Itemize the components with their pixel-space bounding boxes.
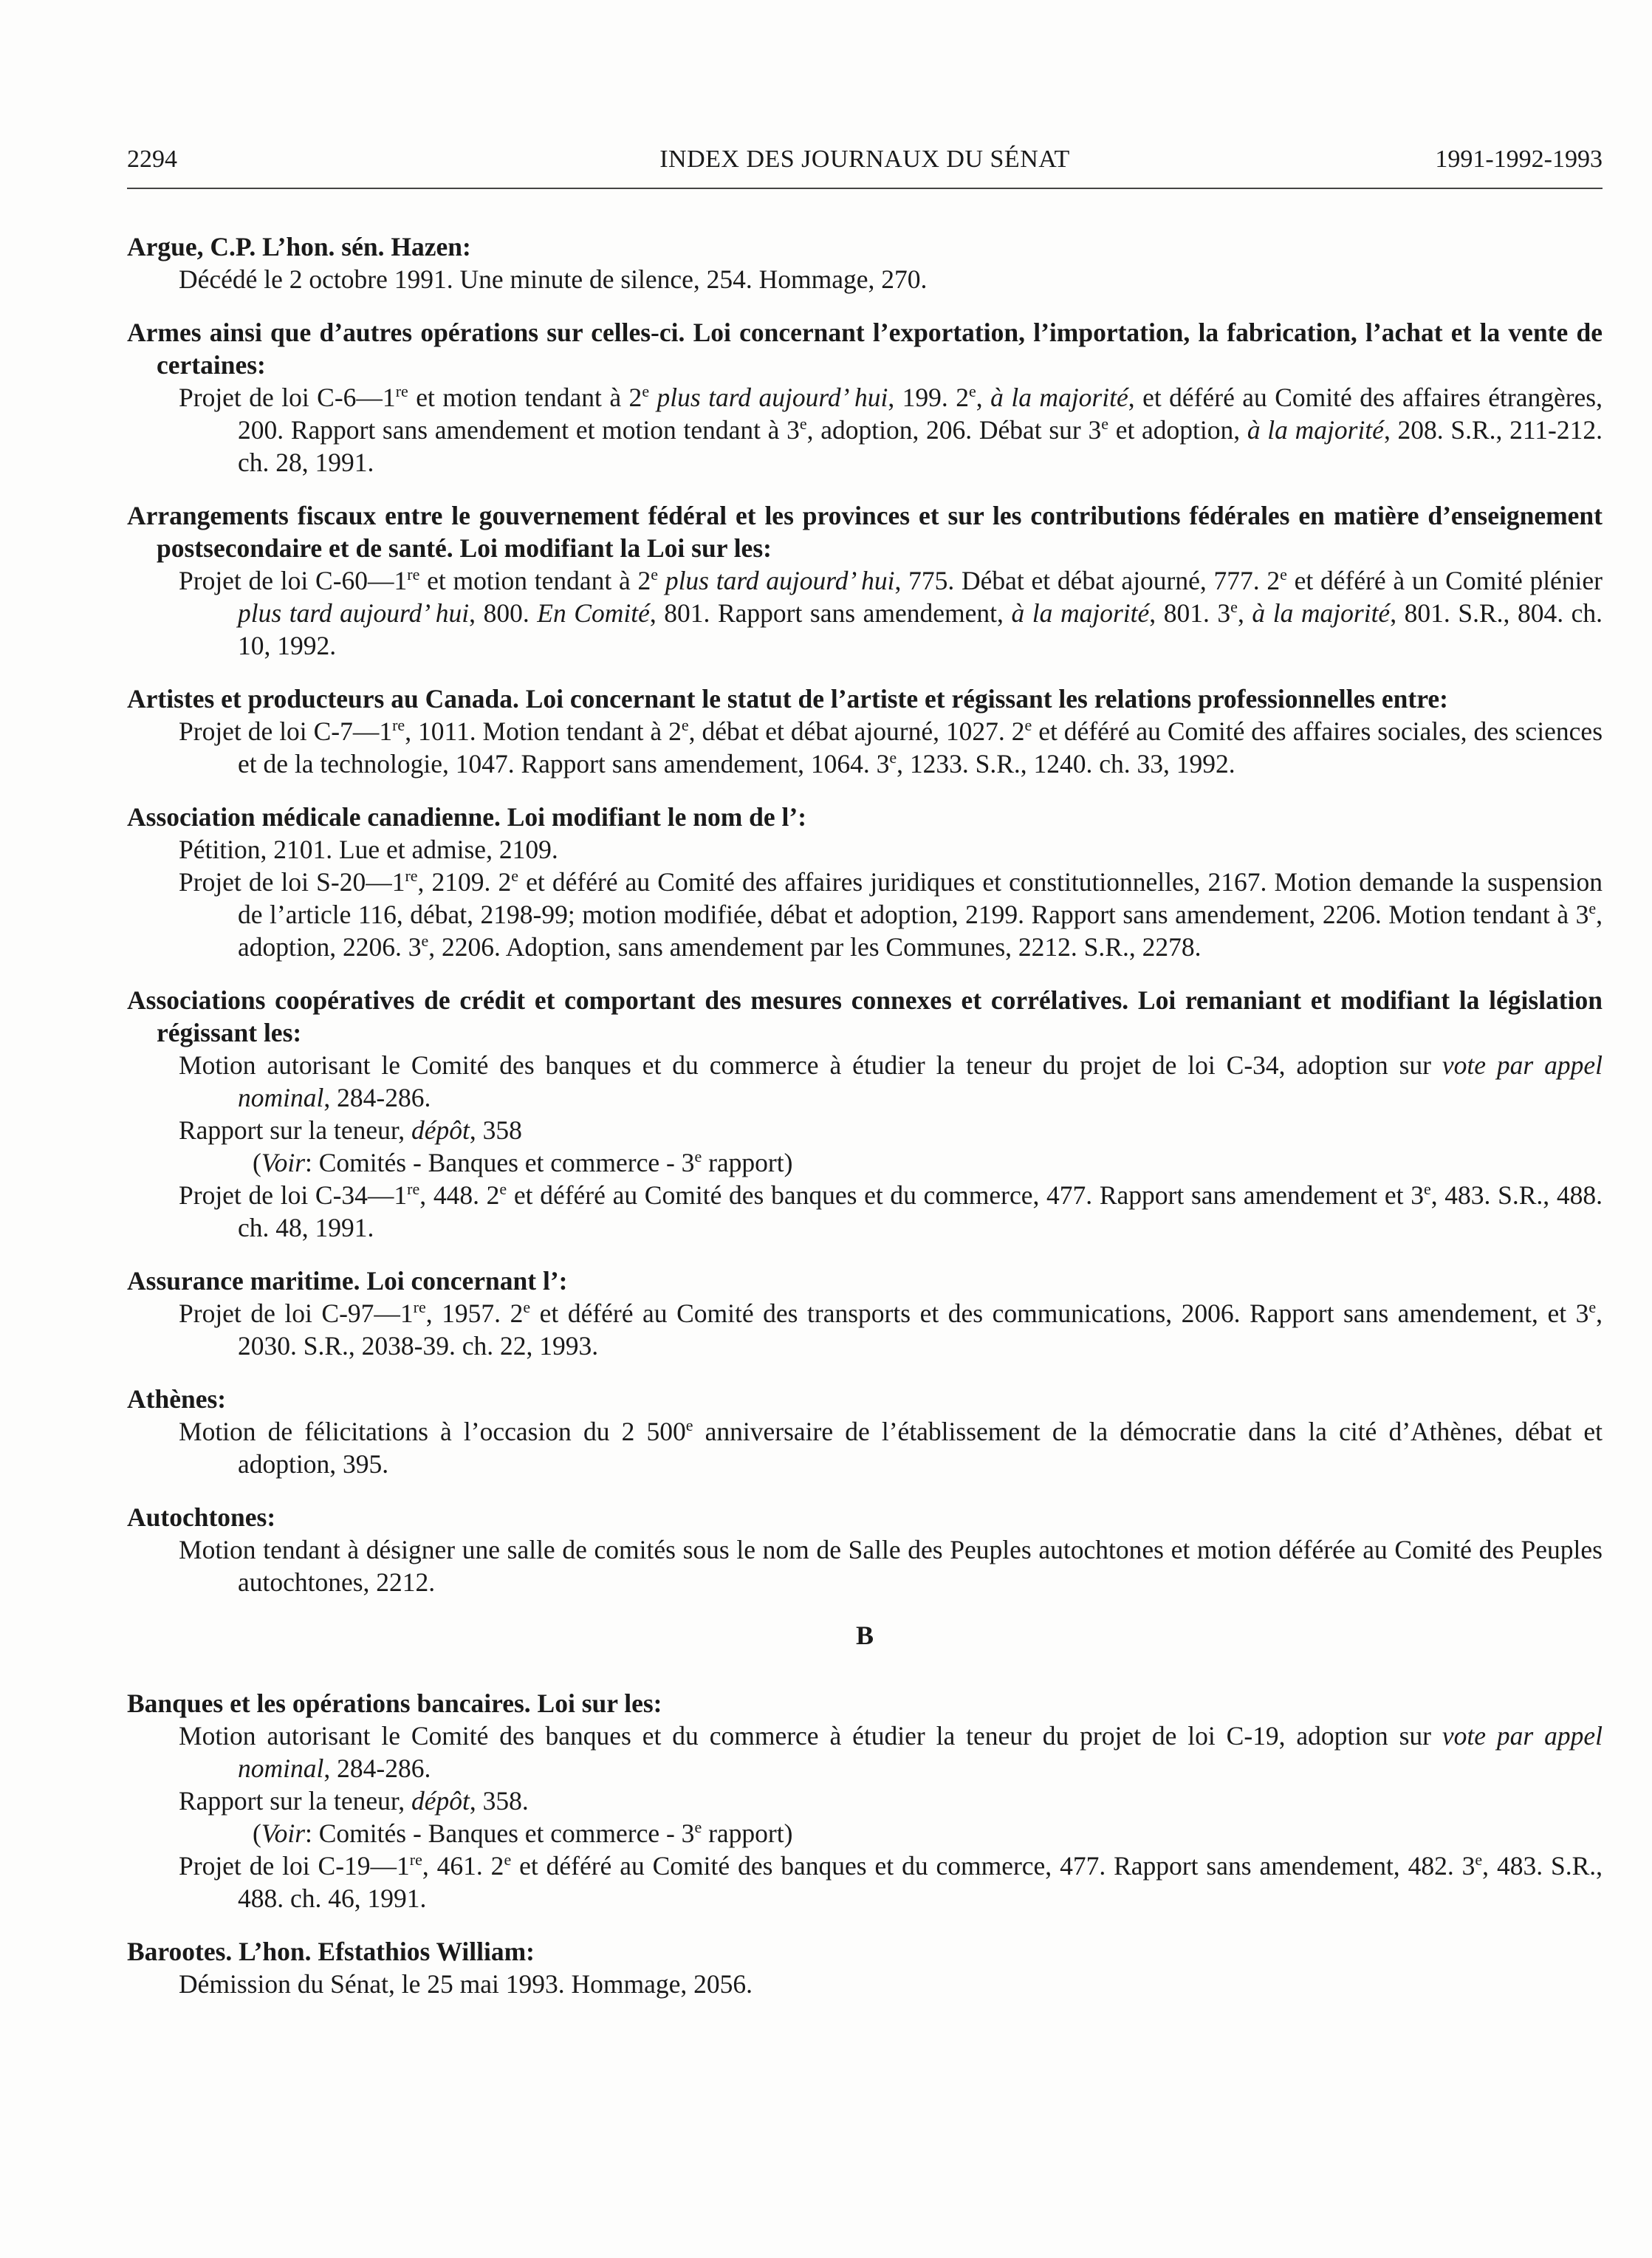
entry-heading: Autochtones: [127, 1502, 276, 1532]
index-entry [127, 984, 1603, 1244]
entry-heading: Argue, C.P. L’hon. sén. Hazen: [127, 232, 471, 261]
entry-heading: Associations coopératives de crédit et comportant des mesures connexes et corrélatives. Loi remaniant et modifiant la législation régissant les: [127, 985, 1603, 1047]
entry-line: Motion tendant à désigner une salle de comités sous le nom de Salle des Peuples autochtones et motion déférée au Comité des Peuples autochtones, 2212. [179, 1535, 1603, 1597]
year-range: 1991-1992-1993 [1435, 146, 1603, 173]
cross-reference: (Voir: Comités - Banques et commerce - 3e rapport) [253, 1818, 793, 1848]
entry-heading: Barootes. L’hon. Efstathios William: [127, 1937, 535, 1966]
entry-heading: Association médicale canadienne. Loi modifiant le nom de l’: [127, 802, 807, 832]
running-title: INDEX DES JOURNAUX DU SÉNAT [659, 146, 1070, 173]
index-entry [127, 1687, 1603, 1915]
entry-line: Projet de loi S-20—1re, 2109. 2e et déféré au Comité des affaires juridiques et constitutionnelles, 2167. Motion demande la suspension de l’article 116, débat, 2198-99; motion modifiée, débat et adoption, 2199. Rapport sans amendement, 2206. Motion tendant à 3e, adoption, 2206. 3e, 2206. Adoption, sans amendement par les Communes, 2212. S.R., 2278. [179, 866, 1603, 962]
entry-heading: Assurance maritime. Loi concernant l’: [127, 1266, 568, 1296]
index-entry [127, 1383, 1603, 1480]
entry-line: Rapport sur la teneur, dépôt, 358. [179, 1786, 529, 1816]
index-body [127, 230, 1603, 2021]
entry-line: Démission du Sénat, le 25 mai 1993. Hommage, 2056. [179, 1969, 753, 1999]
cross-reference: (Voir: Comités - Banques et commerce - 3e rapport) [253, 1147, 793, 1177]
entry-line: Projet de loi C-60—1re et motion tendant à 2e plus tard aujourd’ hui, 775. Débat et débat ajourné, 777. 2e et déféré à un Comité plénier plus tard aujourd’ hui, 800. En Comité, 801. Rapport sans amendement, à la majorité, 801. 3e, à la majorité, 801. S.R., 804. ch. 10, 1992. [179, 565, 1603, 660]
index-entry [127, 801, 1603, 963]
entry-line: Projet de loi C-19—1re, 461. 2e et déféré au Comité des banques et du commerce, 477. Rapport sans amendement, 482. 3e, 483. S.R., 488. ch. 46, 1991. [179, 1850, 1603, 1913]
entry-heading: Artistes et producteurs au Canada. Loi concernant le statut de l’artiste et régissant les relations professionnelles entre: [127, 684, 1448, 714]
entry-line: Projet de loi C-97—1re, 1957. 2e et déféré au Comité des transports et des communications, 2006. Rapport sans amendement, et 3e, 2030. S.R., 2038-39. ch. 22, 1993. [179, 1298, 1603, 1361]
entry-heading: Banques et les opérations bancaires. Loi sur les: [127, 1689, 662, 1718]
section-letter: B [855, 1621, 874, 1650]
index-entry [127, 1265, 1603, 1362]
entry-line: Projet de loi C-34—1re, 448. 2e et déféré au Comité des banques et du commerce, 477. Rapport sans amendement et 3e, 483. S.R., 488. ch. 48, 1991. [179, 1180, 1603, 1242]
index-entry [127, 1501, 1603, 1598]
entry-line: Projet de loi C-6—1re et motion tendant à 2e plus tard aujourd’ hui, 199. 2e, à la majorité, et déféré au Comité des affaires étrangères, 200. Rapport sans amendement et motion tendant à 3e, adoption, 206. Débat sur 3e et adoption, à la majorité, 208. S.R., 211-212. ch. 28, 1991. [179, 382, 1603, 477]
entry-heading: Armes ainsi que d’autres opérations sur celles-ci. Loi concernant l’exportation, l’importation, la fabrication, l’achat et la vente de certaines: [127, 318, 1603, 380]
entry-line: Projet de loi C-7—1re, 1011. Motion tendant à 2e, débat et débat ajourné, 1027. 2e et déféré au Comité des affaires sociales, des sciences et de la technologie, 1047. Rapport sans amendement, 1064. 3e, 1233. S.R., 1240. ch. 33, 1992. [179, 716, 1603, 779]
index-entry [127, 682, 1603, 780]
entry-heading: Arrangements fiscaux entre le gouvernement fédéral et les provinces et sur les contributions fédérales en matière d’enseignement postsecondaire et de santé. Loi modifiant la Loi sur les: [127, 501, 1603, 563]
index-entry [127, 499, 1603, 662]
header-rule [127, 188, 1603, 189]
entry-line: Décédé le 2 octobre 1991. Une minute de silence, 254. Hommage, 270. [179, 264, 928, 294]
entry-heading: Athènes: [127, 1384, 227, 1414]
entry-line: Pétition, 2101. Lue et admise, 2109. [179, 835, 558, 864]
entry-line: Motion de félicitations à l’occasion du 2 500e anniversaire de l’établissement de la démocratie dans la cité d’Athènes, débat et adoption, 395. [179, 1416, 1603, 1479]
page-number: 2294 [127, 146, 177, 173]
index-entry [127, 316, 1603, 479]
entry-line: Motion autorisant le Comité des banques et du commerce à étudier la teneur du projet de loi C-34, adoption sur vote par appel nominal, 284-286. [179, 1050, 1603, 1112]
index-entry [127, 230, 1603, 295]
entry-line: Rapport sur la teneur, dépôt, 358 [179, 1115, 522, 1145]
entry-line: Motion autorisant le Comité des banques et du commerce à étudier la teneur du projet de loi C-19, adoption sur vote par appel nominal, 284-286. [179, 1721, 1603, 1783]
index-entry [127, 1935, 1603, 2000]
